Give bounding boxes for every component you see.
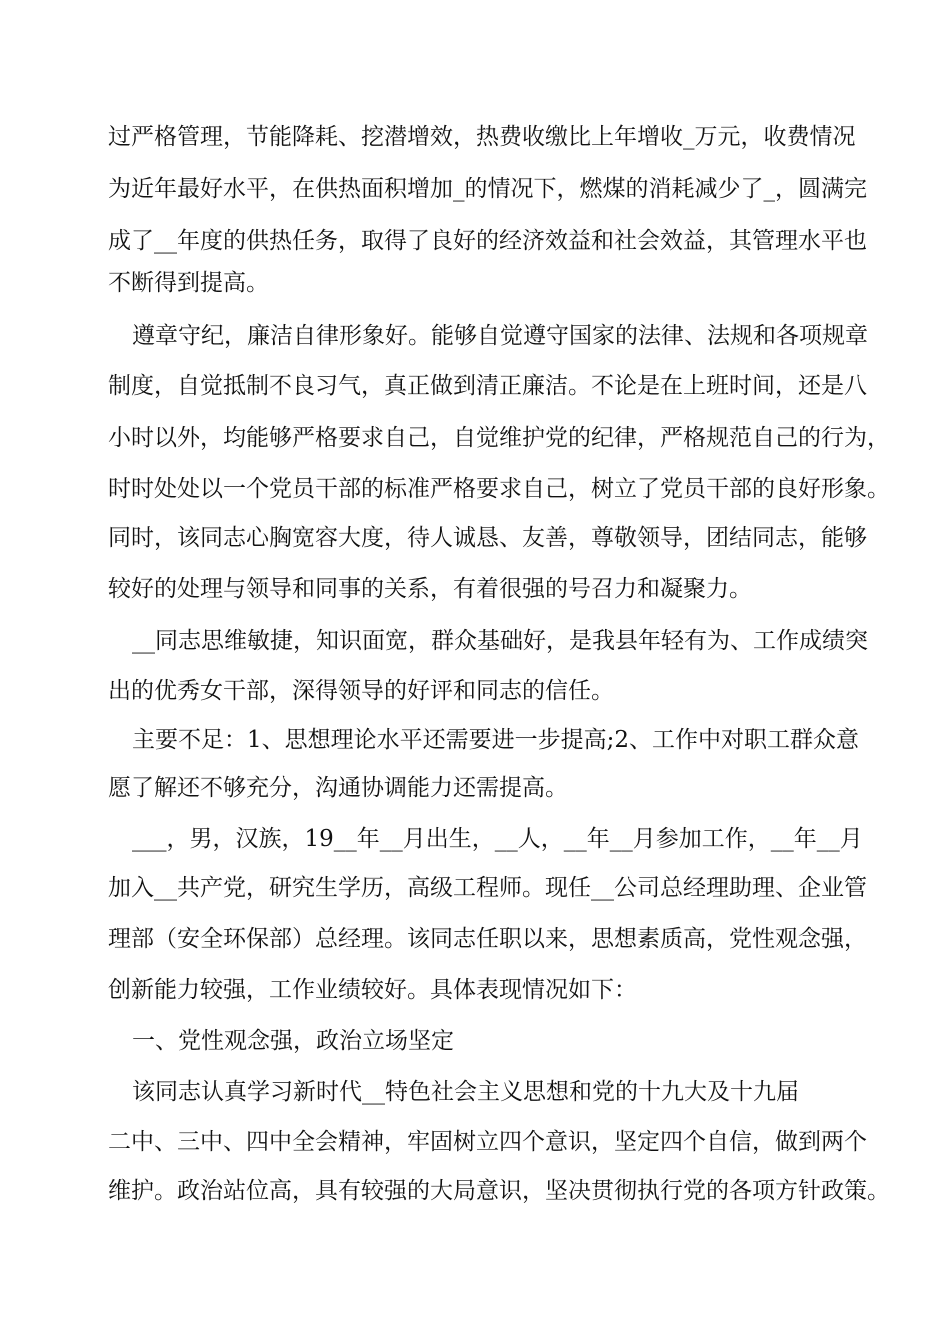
- section-heading-1: 一、党性观念强，政治立场坚定: [132, 1028, 454, 1054]
- text-line-21: 二中、三中、四中全会精神，牢固树立四个意识，坚定四个自信，做到两个: [108, 1129, 867, 1155]
- text-line-12: 出的优秀女干部，深得领导的好评和同志的信任。: [108, 678, 614, 704]
- text-line-10: 较好的处理与领导和同事的关系，有着很强的号召力和凝聚力。: [108, 576, 752, 602]
- text-line-13: 主要不足：1、思想理论水平还需要进一步提高;2、工作中对职工群众意: [132, 727, 860, 753]
- text-line-22: 维护。政治站位高，具有较强的大局意识，坚决贯彻执行党的各项方针政策。: [108, 1178, 890, 1204]
- text-line-18: 创新能力较强，工作业绩较好。具体表现情况如下：: [108, 977, 637, 1003]
- text-line-5: 遵章守纪，廉洁自律形象好。能够自觉遵守国家的法律、法规和各项规章: [132, 323, 868, 349]
- text-line-2: 为近年最好水平，在供热面积增加_的情况下，燃煤的消耗减少了_，圆满完: [108, 176, 867, 202]
- text-line-1: 过严格管理，节能降耗、挖潜增效，热费收缴比上年增收_万元，收费情况: [108, 124, 856, 150]
- text-line-14: 愿了解还不够充分，沟通协调能力还需提高。: [108, 775, 568, 801]
- text-line-8: 时时处处以一个党员干部的标准严格要求自己，树立了党员干部的良好形象。: [108, 476, 890, 502]
- text-line-17: 理部（安全环保部）总经理。该同志任职以来，思想素质高，党性观念强，: [108, 926, 867, 952]
- text-line-6: 制度，自觉抵制不良习气，真正做到清正廉洁。不论是在上班时间，还是八: [108, 373, 867, 399]
- text-line-3: 成了__年度的供热任务，取得了良好的经济效益和社会效益，其管理水平也: [108, 228, 867, 254]
- text-line-15: ___，男，汉族，19__年__月出生，__人，__年__月参加工作，__年__月: [132, 826, 863, 852]
- text-line-9: 同时，该同志心胸宽容大度，待人诚恳、友善，尊敬领导，团结同志，能够: [108, 525, 867, 551]
- text-line-4: 不断得到提高。: [108, 270, 269, 296]
- text-line-20: 该同志认真学习新时代__特色社会主义思想和党的十九大及十九届: [132, 1079, 799, 1105]
- text-line-11: __同志思维敏捷，知识面宽，群众基础好，是我县年轻有为、工作成绩突: [132, 628, 868, 654]
- text-line-16: 加入__共产党，研究生学历，高级工程师。现任__公司总经理助理、企业管: [108, 875, 867, 901]
- text-line-7: 小时以外，均能够严格要求自己，自觉维护党的纪律，严格规范自己的行为，: [108, 425, 890, 451]
